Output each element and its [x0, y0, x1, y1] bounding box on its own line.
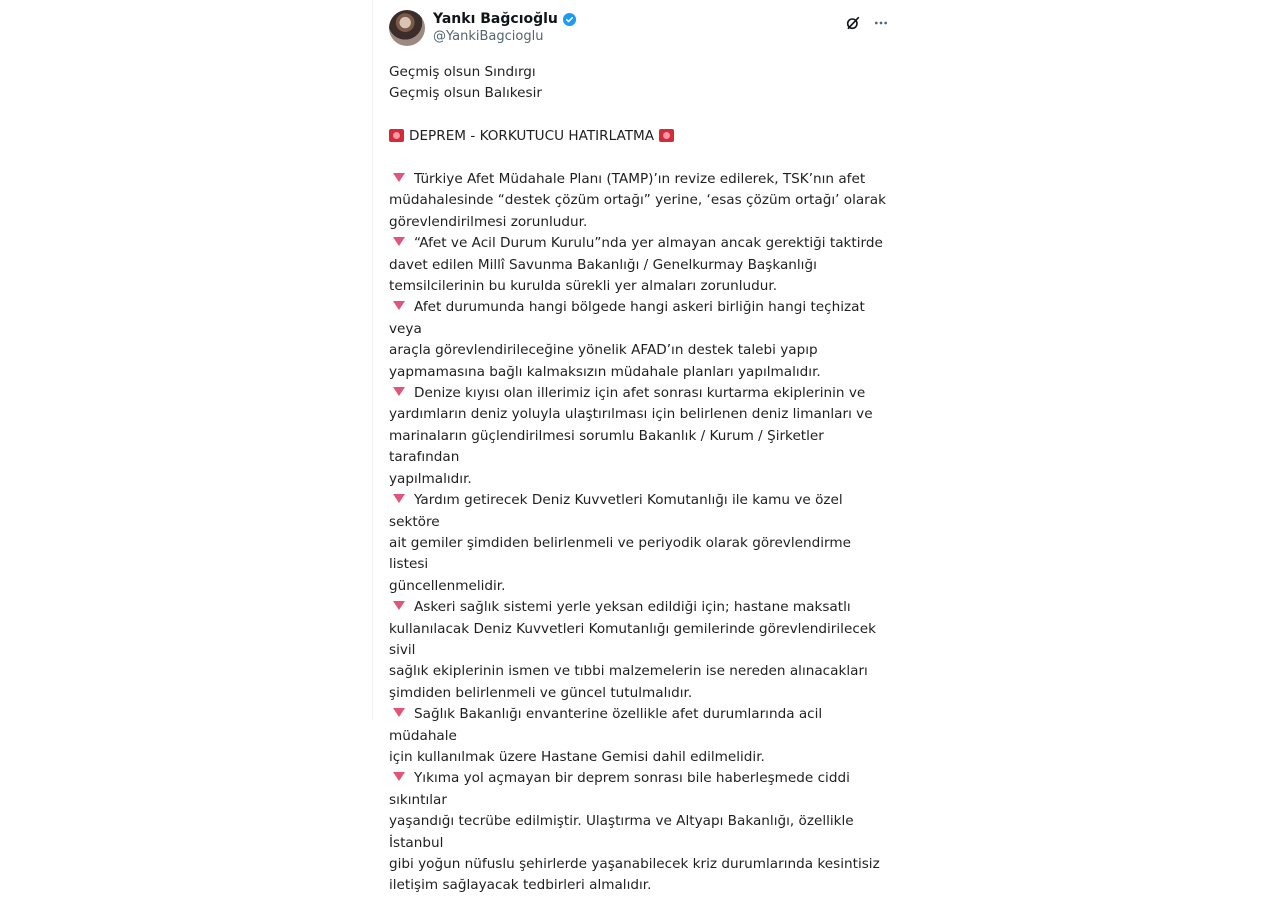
more-options-button[interactable]	[872, 14, 890, 32]
tweet	[372, 0, 900, 894]
intro-line: Geçmiş olsun Balıkesir	[389, 85, 542, 102]
author-handle[interactable]: @YankiBagcioglu	[433, 29, 544, 44]
bullet-item: “Afet ve Acil Durum Kurulu”nda yer almayan ancak gerektiği taktirde davet edilen Millî Savunma Bakanlığı / Genelkurmay Başkanlığı temsilcilerinin bu kurulda sürekli yer almaları zorunludur.	[389, 235, 883, 295]
more-horizontal-icon	[873, 15, 889, 31]
bullet-item: Yıkıma yol açmayan bir deprem sonrası bile haberleşmede ciddi sıkıntılar yaşandığı tecrübe edilmiştir. Ulaştırma ve Altyapı Bakanlığı, özellikle İstanbul gibi yoğun nüfuslu şehirlerde yaşanabilecek kriz durumlarında kesintisiz iletişim sağlayacak tedbirleri almalıdır.	[389, 770, 880, 894]
bullet-item: Sağlık Bakanlığı envanterine özellikle afet durumlarında acil müdahale için kullanılmak üzere Hastane Gemisi dahil edilmelidir.	[389, 706, 827, 765]
author-name-row[interactable]	[433, 10, 577, 28]
tweet-text	[389, 62, 889, 897]
bullet-item: Yardım getirecek Deniz Kuvvetleri Komutanlığı ile kamu ve özel sektöre ait gemiler şimdiden belirlenmeli ve periyodik olarak görevlendirme listesi güncellenmelidir.	[389, 492, 856, 594]
verified-badge-icon	[562, 12, 577, 27]
intro-line: Geçmiş olsun Sındırgı	[389, 64, 536, 80]
tweet-actions	[844, 14, 890, 32]
rotating-light-icon	[659, 129, 674, 142]
red-triangle-down-icon	[393, 387, 405, 396]
grok-icon	[845, 15, 861, 31]
bullet-item: Denize kıyısı olan illerimiz için afet sonrası kurtarma ekiplerinin ve yardımların deniz yoluyla ulaştırılması için belirlenen deniz limanları ve marinaların güçlendirilmesi sorumlu Bakanlık / Kurum / Şirketler tarafından yapılmalıdır.	[389, 385, 873, 487]
bullet-item: Türkiye Afet Müdahale Planı (TAMP)’ın revize edilerek, TSK’nın afet müdahalesinde “destek çözüm ortağı” yerine, ‘esas çözüm ortağı’ olarak görevlendirilmesi zorunludur.	[389, 171, 886, 230]
rotating-light-icon	[389, 129, 404, 142]
author-names	[433, 10, 577, 46]
red-triangle-down-icon	[393, 173, 405, 182]
bullet-item: Askeri sağlık sistemi yerle yeksan edildiği için; hastane maksatlı kullanılacak Deniz Kuvvetleri Komutanlığı gemilerinde görevlendirilecek sivil sağlık ekiplerinin ismen ve tıbbi malzemelerin ise nereden alınacakları şimdiden belirlenmeli ve güncel tutulmalıdır.	[389, 599, 881, 701]
headline	[389, 126, 889, 147]
bullet-item: Afet durumunda hangi bölgede hangi askeri birliğin hangi teçhizat veya araçla görevlendirileceğine yönelik AFAD’ın destek talebi yapıp yapmamasına bağlı kalmaksızın müdahale planları yapılmalıdır.	[389, 299, 870, 380]
red-triangle-down-icon	[393, 708, 405, 717]
red-triangle-down-icon	[393, 301, 405, 310]
red-triangle-down-icon	[393, 237, 405, 246]
grok-button[interactable]	[844, 14, 862, 32]
display-name[interactable]: Yankı Bağcıoğlu	[433, 11, 558, 27]
red-triangle-down-icon	[393, 772, 405, 781]
red-triangle-down-icon	[393, 494, 405, 503]
avatar[interactable]	[389, 10, 425, 46]
headline-text: DEPREM - KORKUTUCU HATIRLATMA	[409, 128, 655, 145]
tweet-header	[389, 10, 900, 56]
red-triangle-down-icon	[393, 601, 405, 610]
